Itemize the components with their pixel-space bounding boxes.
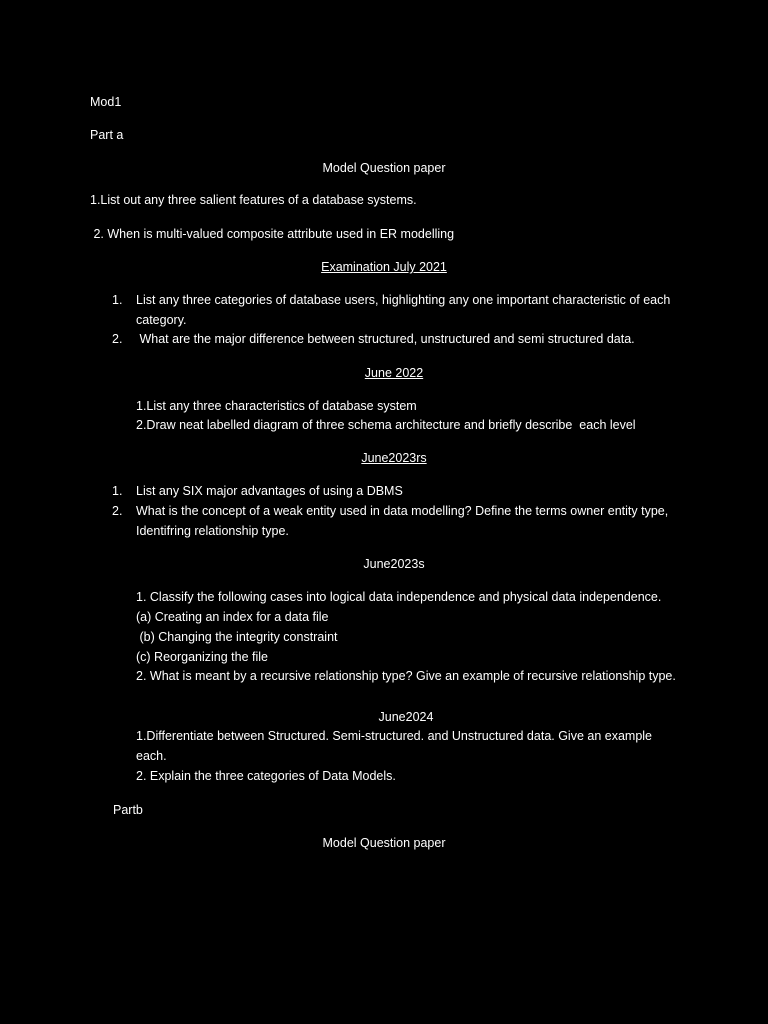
list-item	[112, 481, 672, 501]
june-2023s-question-1: 1. Classify the following cases into logical data independence and physical data independence.	[136, 590, 662, 604]
list-item	[112, 501, 672, 541]
list-item-number: 1.	[112, 484, 123, 498]
june-2023s-option-a: (a) Creating an index for a data file	[136, 610, 329, 624]
part-b-model-question-paper-heading: Model Question paper	[322, 836, 446, 850]
list-item-text: What are the major difference between structured, unstructured and semi structured data.	[136, 332, 635, 346]
list-item	[112, 329, 672, 349]
module-title: Mod1	[90, 95, 122, 109]
june-2022-heading-text: June 2022	[364, 366, 424, 380]
june-2022-question-1: 1.List any three characteristics of database system	[136, 399, 417, 413]
june-2022-heading	[100, 363, 688, 383]
june-2023s-option-b: (b) Changing the integrity constraint	[136, 630, 338, 644]
list-item-number: 2.	[112, 332, 123, 346]
model-question-1: 1.List out any three salient features of a database systems.	[90, 193, 417, 207]
june-2023s-option-c: (c) Reorganizing the file	[136, 650, 269, 664]
june-2023s-heading: June2023s	[363, 557, 425, 571]
part-b-label: Partb	[113, 803, 143, 817]
list-item-text: What is the concept of a weak entity used in data modelling? Define the terms owner entity type, Identifring relationship type.	[136, 504, 669, 538]
exam-july-2021-heading-text: Examination July 2021	[321, 260, 447, 274]
list-item	[112, 290, 672, 330]
june-2023rs-heading	[100, 448, 688, 468]
june-2024-question-2: 2. Explain the three categories of Data Models.	[136, 769, 396, 783]
june-2022-question-2: 2.Draw neat labelled diagram of three schema architecture and briefly describe each level	[136, 418, 636, 432]
model-question-paper-heading: Model Question paper	[322, 161, 446, 175]
model-question-2: 2. When is multi-valued composite attribute used in ER modelling	[90, 227, 455, 241]
june-2024-question-1: 1.Differentiate between Structured. Semi-structured. and Unstructured data. Give an example each.	[136, 729, 653, 763]
list-item-text: List any SIX major advantages of using a DBMS	[136, 484, 403, 498]
june-2023rs-heading-text: June2023rs	[361, 451, 427, 465]
june-2023s-question-2: 2. What is meant by a recursive relationship type? Give an example of recursive relationship type.	[136, 669, 676, 683]
list-item-number: 2.	[112, 504, 123, 518]
part-a-label: Part a	[90, 128, 124, 142]
list-item-text: List any three categories of database users, highlighting any one important characteristic of each category.	[136, 293, 671, 327]
exam-july-2021-heading	[90, 257, 678, 277]
list-item-number: 1.	[112, 293, 123, 307]
june-2024-heading: June2024	[378, 710, 434, 724]
